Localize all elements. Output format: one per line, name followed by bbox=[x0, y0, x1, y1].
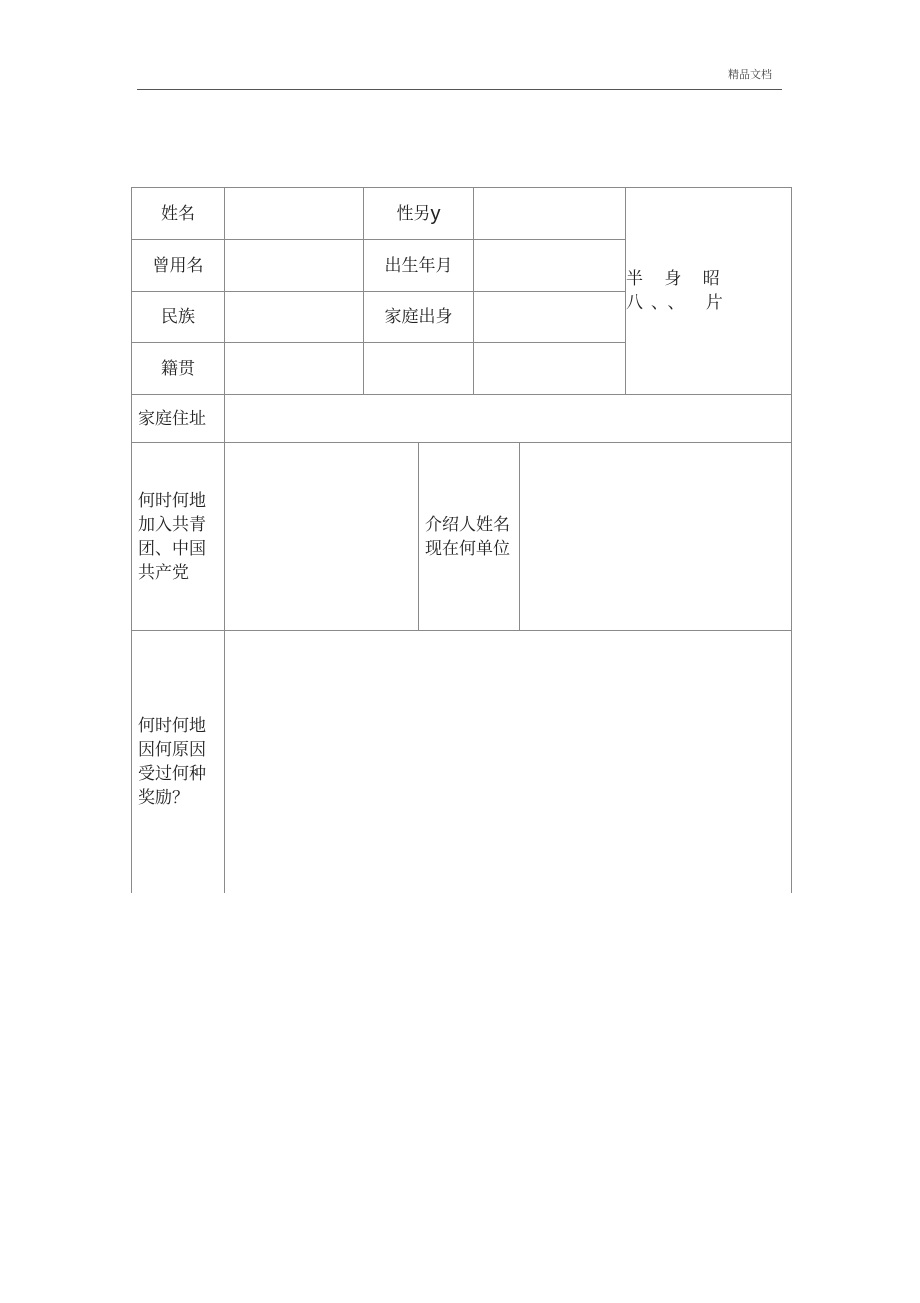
awards-value-cell[interactable] bbox=[224, 630, 792, 893]
birth-label-cell bbox=[363, 239, 473, 291]
referrer-label-cell bbox=[418, 442, 519, 630]
name-label: 姓名 bbox=[161, 203, 195, 224]
native-place-value-cell[interactable] bbox=[224, 342, 363, 394]
former-name-label-cell bbox=[131, 239, 224, 291]
referrer-label bbox=[425, 513, 510, 561]
name-label-cell bbox=[131, 187, 224, 239]
joined-label-line: 何时何地 bbox=[138, 490, 206, 511]
awards-label-line: 因何原因 bbox=[138, 740, 206, 760]
ethnicity-label: 民族 bbox=[161, 307, 195, 327]
awards-label-cell bbox=[131, 630, 224, 893]
address-label: 家庭住址 bbox=[138, 408, 206, 429]
address-value-cell[interactable] bbox=[224, 394, 792, 442]
awards-label bbox=[138, 714, 206, 810]
joined-label-line: 团、中国 bbox=[138, 538, 206, 559]
former-name-label: 曾用名 bbox=[152, 255, 204, 276]
awards-label-line: 何时何地 bbox=[138, 716, 206, 736]
gender-label-cell bbox=[363, 187, 473, 239]
native-place-extra-cell[interactable] bbox=[363, 342, 473, 394]
joined-label bbox=[138, 489, 206, 585]
family-origin-value-cell[interactable] bbox=[473, 291, 625, 342]
joined-value-cell[interactable] bbox=[224, 442, 418, 630]
registration-form bbox=[131, 187, 792, 893]
ethnicity-label-cell bbox=[131, 291, 224, 342]
awards-label-line: 奖励？ bbox=[138, 788, 189, 808]
name-value-cell[interactable] bbox=[224, 187, 363, 239]
former-name-value-cell[interactable] bbox=[224, 239, 363, 291]
awards-label-line: 受过何种 bbox=[138, 764, 206, 784]
photo-label: 半 身 昭 八、、 片 bbox=[626, 269, 731, 313]
photo-cell[interactable] bbox=[625, 187, 792, 394]
referrer-label-line: 介绍人姓名 bbox=[425, 514, 510, 535]
ethnicity-value-cell[interactable] bbox=[224, 291, 363, 342]
gender-value-cell[interactable] bbox=[473, 187, 625, 239]
joined-label-line: 加入共青 bbox=[138, 514, 206, 535]
native-place-label-cell bbox=[131, 342, 224, 394]
address-label-cell bbox=[131, 394, 224, 442]
referrer-value-cell[interactable] bbox=[519, 442, 792, 630]
header-label: 精品文档 bbox=[728, 68, 772, 81]
header-rule bbox=[137, 89, 782, 90]
native-place-label: 籍贯 bbox=[161, 358, 195, 379]
gender-label-suffix: y bbox=[430, 202, 441, 225]
birth-value-cell[interactable] bbox=[473, 239, 625, 291]
joined-label-line: 共产党 bbox=[138, 562, 189, 583]
gender-label: 性另 bbox=[396, 203, 431, 224]
family-origin-label: 家庭出身 bbox=[384, 307, 453, 327]
joined-label-cell bbox=[131, 442, 224, 630]
birth-label: 出生年月 bbox=[384, 255, 453, 276]
native-place-extra-cell-2[interactable] bbox=[473, 342, 625, 394]
family-origin-label-cell bbox=[363, 291, 473, 342]
referrer-label-line: 现在何单位 bbox=[425, 538, 510, 559]
